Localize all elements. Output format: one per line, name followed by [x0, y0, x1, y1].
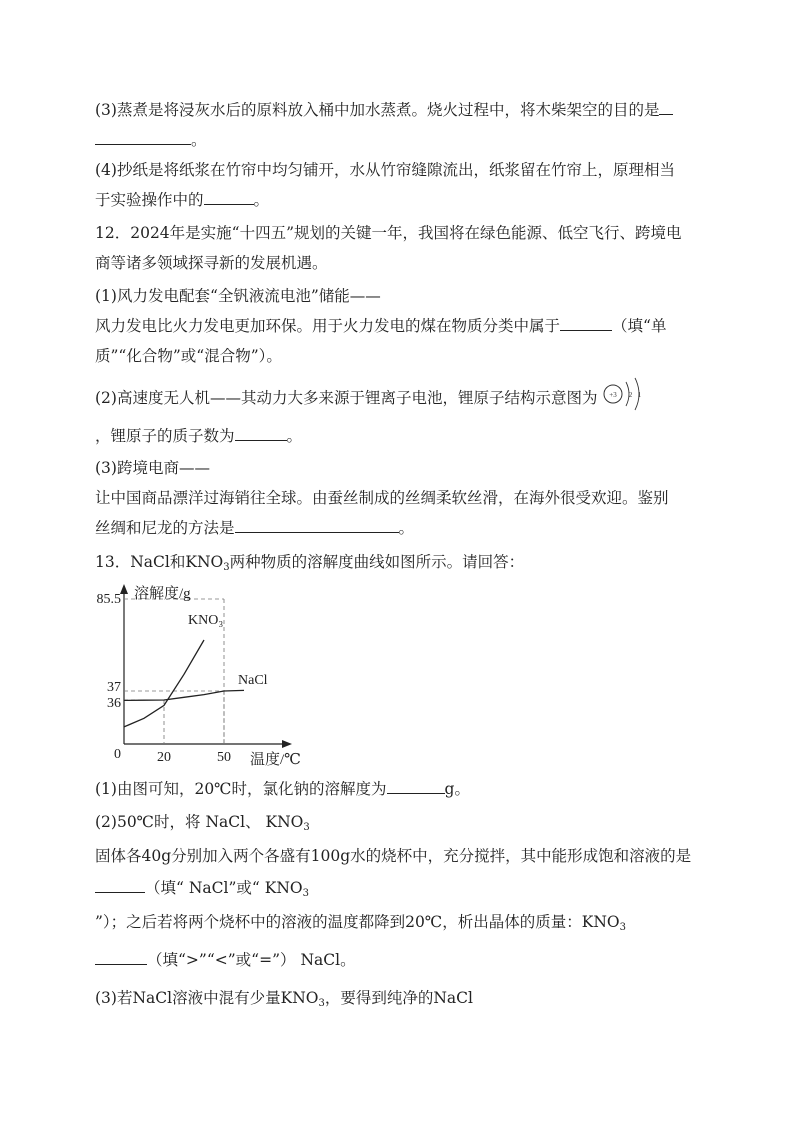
q11-part3-line1: (3)蒸煮是将浸灰水后的原料放入桶中加水蒸煮。烧火过程中，将木柴架空的目的是 — [95, 100, 673, 120]
chart-curves — [124, 640, 244, 727]
q12-part1-line1: 风力发电比火力发电更加环保。用于火力发电的煤在物质分类中属于 （填“单 — [95, 317, 667, 335]
x-tick-label: 20 — [157, 750, 171, 765]
y-tick-label: 36 — [107, 696, 121, 711]
atom-shell1-electrons: 2 — [629, 391, 633, 399]
q12-part2-line1: (2)高速度无人机——其动力大多来源于锂离子电池，锂原子结构示意图为 +3 2 1 — [95, 386, 648, 412]
answer-blank[interactable] — [387, 779, 445, 794]
q13-part1: (1)由图可知，20℃时，氯化钠的溶解度为 g。 — [95, 780, 470, 798]
q12-part3-title: (3)跨境电商—— — [95, 459, 210, 477]
answer-blank[interactable] — [95, 950, 147, 965]
q12-stem-line2: 商等诸多领域探寻新的发展机遇。 — [95, 254, 328, 272]
q11-part4-line1: (4)抄纸是将纸浆在竹帘中均匀铺开，水从竹帘缝隙流出，纸浆留在竹帘上，原理相当 — [95, 161, 675, 179]
q13-part2-line3: （填“ NaCl”或“ $KNO_3$ — [95, 878, 309, 904]
q13-part3: (3)若NaCl溶液中混有少量$KNO_3$，要得到纯净的NaCl — [95, 989, 473, 1009]
q12-part1-line2: 质”“化合物”或“混合物”）。 — [95, 347, 282, 365]
q12-part3-line1: 让中国商品漂洋过海销往全球。由蚕丝制成的丝绸柔软丝滑，在海外很受欢迎。鉴别 — [95, 489, 669, 507]
x-axis-label: 温度/℃ — [250, 752, 301, 768]
answer-blank[interactable] — [204, 190, 254, 205]
q12-part3-line2: 丝绸和尼龙的方法是 。 — [95, 519, 415, 537]
q11-part3-line2: 。 — [95, 130, 207, 150]
answer-blank[interactable] — [560, 316, 612, 331]
kno3-series-label: KNO₃ — [188, 613, 224, 628]
y-tick-label: 37 — [107, 680, 121, 695]
answer-blank[interactable] — [95, 130, 191, 145]
y-axis-label: 溶解度/g — [134, 586, 191, 602]
kno3-curve — [124, 640, 204, 727]
nacl-series-label: NaCl — [238, 673, 268, 688]
answer-blank[interactable] — [659, 100, 673, 115]
x-axis-arrow — [282, 740, 292, 748]
answer-blank[interactable] — [235, 426, 287, 441]
x-tick-label: 50 — [217, 750, 231, 765]
y-axis-arrow — [120, 584, 128, 594]
q13-stem: 13．NaCl和$KNO_3$两种物质的溶解度曲线如图所示。请回答： — [95, 553, 525, 573]
q11-part4-line2: 于实验操作中的 。 — [95, 191, 270, 209]
origin-label: 0 — [114, 747, 121, 762]
atom-nucleus-charge: +3 — [609, 391, 618, 399]
q13-part2-line4: ”）；之后若将两个烧杯中的溶液的温度都降到20℃，析出晶体的质量：$KNO_3$ — [95, 913, 626, 933]
q12-part1-title: (1)风力发电配套“全钒液流电池”储能—— — [95, 287, 381, 305]
answer-blank[interactable] — [235, 518, 399, 533]
q13-part2-line1: (2)50℃时，将 NaCl、 $KNO_3$ — [95, 813, 310, 833]
chart-labels — [97, 584, 301, 768]
answer-blank[interactable] — [95, 878, 145, 893]
lithium-atom-structure-diagram — [602, 376, 648, 412]
q13-part2-line5: （填“>”“<”或“=”） NaCl。 — [95, 950, 356, 970]
q12-stem-line1: 12．2024年是实施“十四五”规划的关键一年，我国将在绿色能源、低空飞行、跨境电 — [95, 224, 682, 242]
solubility-curve-chart — [96, 578, 320, 773]
chart-axes — [120, 584, 292, 748]
nacl-curve — [124, 690, 244, 700]
q12-part2-line2: ，锂原子的质子数为 。 — [95, 427, 303, 445]
q13-part2-line2: 固体各40g分别加入两个各盛有100g水的烧杯中，充分搅拌，其中能形成饱和溶液的是 — [95, 847, 692, 865]
atom-shell2-electrons: 1 — [638, 391, 642, 399]
y-tick-label: 85.5 — [96, 592, 121, 607]
